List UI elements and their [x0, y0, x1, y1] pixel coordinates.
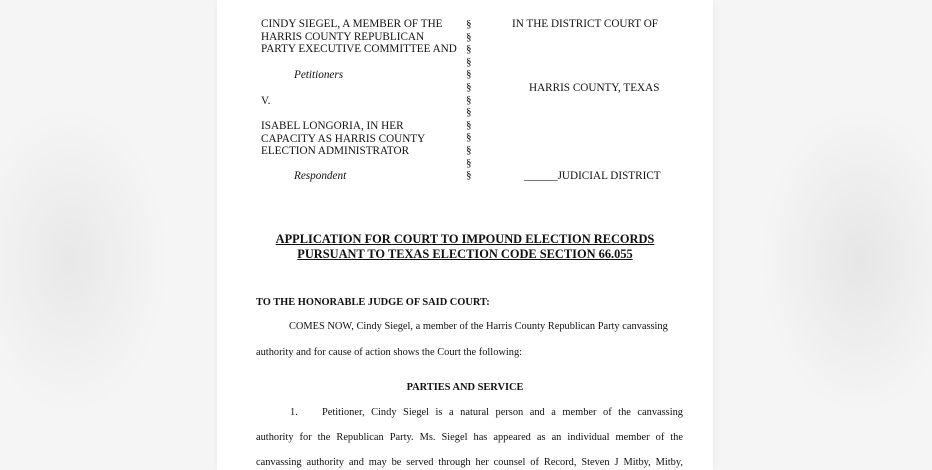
- section-symbol: §: [466, 118, 472, 131]
- section-symbol: §: [466, 30, 472, 43]
- section-symbol: §: [466, 156, 472, 169]
- section-symbol: §: [466, 169, 472, 182]
- petitioner-line-3: PARTY EXECUTIVE COMMITTEE AND: [261, 43, 457, 56]
- court-line: IN THE DISTRICT COURT OF: [512, 18, 659, 30]
- petitioner-line-1: CINDY SIEGEL, A MEMBER OF THE: [261, 18, 443, 30]
- intro-line-1: COMES NOW, Cindy Siegel, a member of the Harris County Republican Party canvassing: [289, 321, 668, 332]
- section-symbol: §: [466, 143, 472, 156]
- respondent-line-3: ELECTION ADMINISTRATOR: [261, 145, 410, 158]
- versus-label: V.: [261, 95, 271, 107]
- respondent-line-2: CAPACITY AS HARRIS COUNTY: [261, 132, 426, 145]
- document-title-line-1: APPLICATION FOR COURT TO IMPOUND ELECTION RECORDS: [275, 232, 655, 246]
- paragraph-number: 1.: [290, 407, 298, 418]
- section-symbol: §: [466, 80, 472, 93]
- salutation: TO THE HONORABLE JUDGE OF SAID COURT:: [256, 297, 490, 308]
- section-symbol: §: [466, 93, 472, 106]
- section-symbol: §: [466, 106, 472, 119]
- section-symbol: §: [466, 68, 472, 81]
- section-symbol: §: [466, 18, 472, 30]
- section-heading: PARTIES AND SERVICE: [406, 382, 524, 393]
- petitioners-label: Petitioners: [294, 69, 344, 81]
- section-symbol: §: [466, 55, 472, 68]
- document-page: [217, 0, 713, 470]
- respondent-line-1: ISABEL LONGORIA, IN HER: [261, 120, 404, 132]
- judicial-district-line: ______JUDICIAL DISTRICT: [524, 170, 661, 182]
- caption-parties: [261, 18, 461, 56]
- intro-line-2: authority and for cause of action shows the Court the following:: [256, 347, 523, 358]
- petitioner-line-2: HARRIS COUNTY REPUBLICAN: [261, 30, 425, 43]
- county-line: HARRIS COUNTY, TEXAS: [529, 82, 660, 94]
- section-symbol-column: [466, 18, 472, 182]
- paragraph-1-line-2: authority for the Republican Party. Ms. Siegel has appeared as an individual member of the: [256, 432, 683, 443]
- paragraph-1-line-1: Petitioner, Cindy Siegel is a natural person and a member of the canvassing: [322, 407, 683, 418]
- respondent-label: Respondent: [294, 170, 347, 182]
- section-symbol: §: [466, 131, 472, 144]
- paragraph-1-line-3: canvassing authority and may be served through her counsel of Record, Steven J Mitby, Mitby,: [256, 457, 683, 468]
- section-symbol: §: [466, 43, 472, 56]
- document-title-line-2: PURSUANT TO TEXAS ELECTION CODE SECTION 66.055: [297, 246, 633, 261]
